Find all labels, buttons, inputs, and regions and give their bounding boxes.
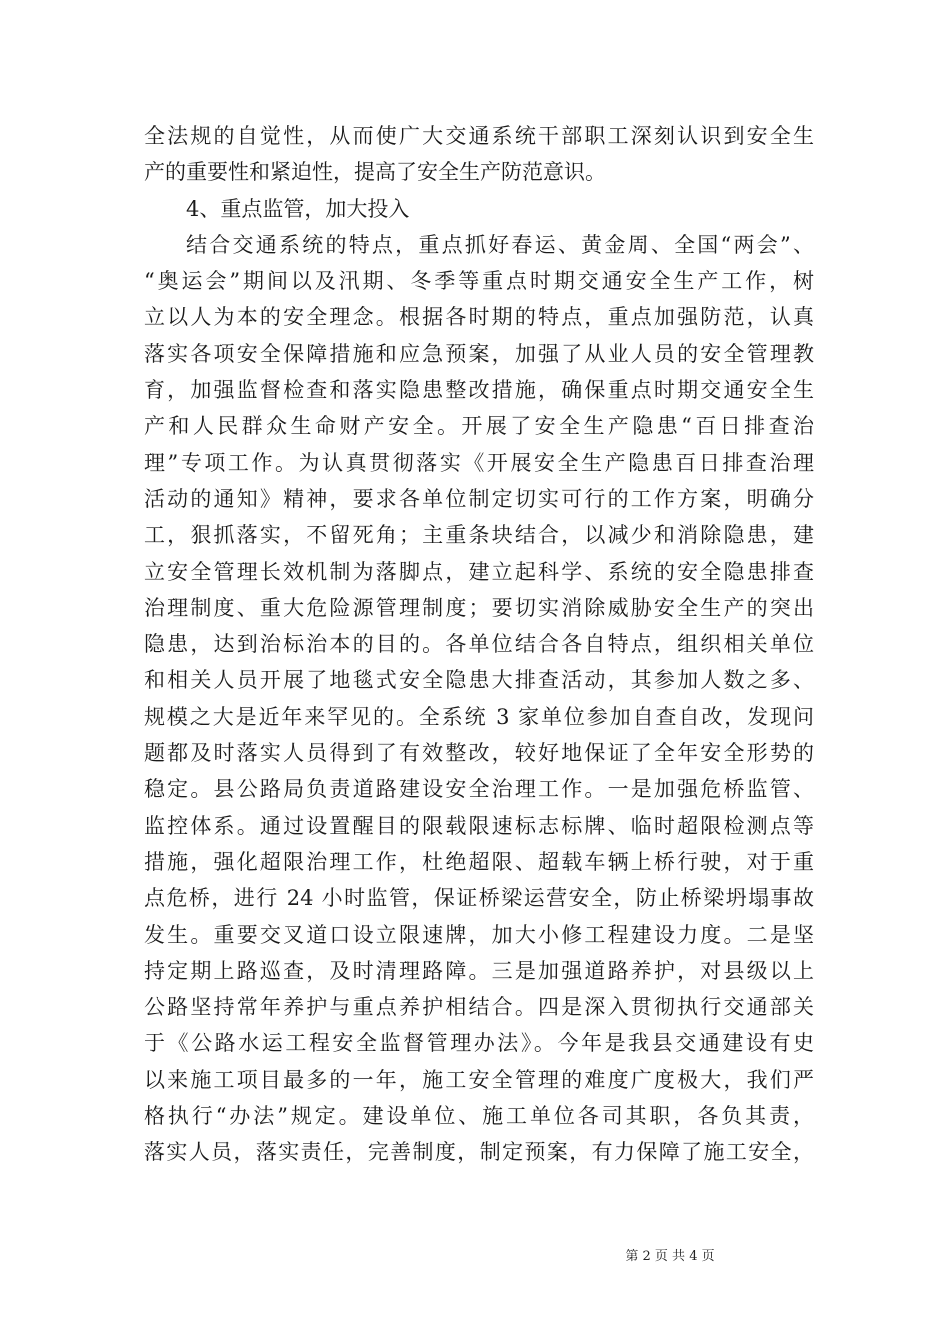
body-text [144,118,814,1171]
text-line: 全法规的自觉性，从而使广大交通系统干部职工深刻认识到安全生 [144,124,814,148]
text-line: 产和人民群众生命财产安全。开展了安全生产隐患“百日排查治 [144,414,814,439]
text-line: 落实各项安全保障措施和应急预案，加强了从业人员的安全管理教 [144,341,814,366]
text-line: 理”专项工作。为认真贯彻落实《开展安全生产隐患百日排查治理 [144,450,814,475]
text-line: 落实人员，落实责任，完善制度，制定预案，有力保障了施工安全， [144,1140,814,1165]
page-footer [0,1245,950,1264]
text-line: 育，加强监督检查和落实隐患整改措施，确保重点时期交通安全生 [144,378,814,403]
text-line: 题都及时落实人员得到了有效整改，较好地保证了全年安全形势的 [144,741,814,766]
text-line: 发生。重要交叉道口设立限速牌，加大小修工程建设力度。二是坚 [144,922,814,947]
text-line: 稳定。县公路局负责道路建设安全治理工作。一是加强危桥监管、 [144,777,814,802]
text-line: 监控体系。通过设置醒目的限载限速标志标牌、临时超限检测点等 [144,813,814,838]
text-line: 措施，强化超限治理工作，杜绝超限、超载车辆上桥行驶，对于重 [144,849,814,874]
text-line: 结合交通系统的特点，重点抓好春运、黄金周、全国“两会”、 [186,232,814,257]
text-line: “奥运会”期间以及汛期、冬季等重点时期交通安全生产工作，树 [144,269,814,294]
text-line: 工，狠抓落实，不留死角；主重条块结合，以减少和消除隐患，建 [144,523,814,548]
text-line: 点危桥，进行 24 小时监管，保证桥梁运营安全，防止桥梁坍塌事故 [144,886,814,911]
text-line: 以来施工项目最多的一年，施工安全管理的难度广度极大，我们严 [144,1067,814,1092]
text-line: 持定期上路巡查，及时清理路障。三是加强道路养护，对县级以上 [144,958,814,983]
text-line: 于《公路水运工程安全监督管理办法》。今年是我县交通建设有史 [144,1031,814,1056]
text-line: 立安全管理长效机制为落脚点，建立起科学、系统的安全隐患排查 [144,559,814,584]
text-line: 规模之大是近年来罕见的。全系统 3 家单位参加自查自改，发现问 [144,704,814,729]
section-heading: 4、重点监管，加大投入 [186,196,410,221]
text-line: 产的重要性和紧迫性，提高了安全生产防范意识。 [144,160,606,185]
text-line: 隐患，达到治标治本的目的。各单位结合各自特点，组织相关单位 [144,632,814,657]
text-line: 活动的通知》精神，要求各单位制定切实可行的工作方案，明确分 [144,486,814,511]
text-line: 和相关人员开展了地毯式安全隐患大排查活动，其参加人数之多、 [144,668,814,693]
page-number: 第 2 页 共 4 页 [625,1249,715,1264]
text-line: 立以人为本的安全理念。根据各时期的特点，重点加强防范，认真 [144,305,814,330]
text-line: 治理制度、重大危险源管理制度；要切实消除威胁安全生产的突出 [144,595,814,620]
text-line: 公路坚持常年养护与重点养护相结合。四是深入贯彻执行交通部关 [144,995,814,1020]
text-line: 格执行“办法”规定。建设单位、施工单位各司其职，各负其责， [144,1104,814,1129]
